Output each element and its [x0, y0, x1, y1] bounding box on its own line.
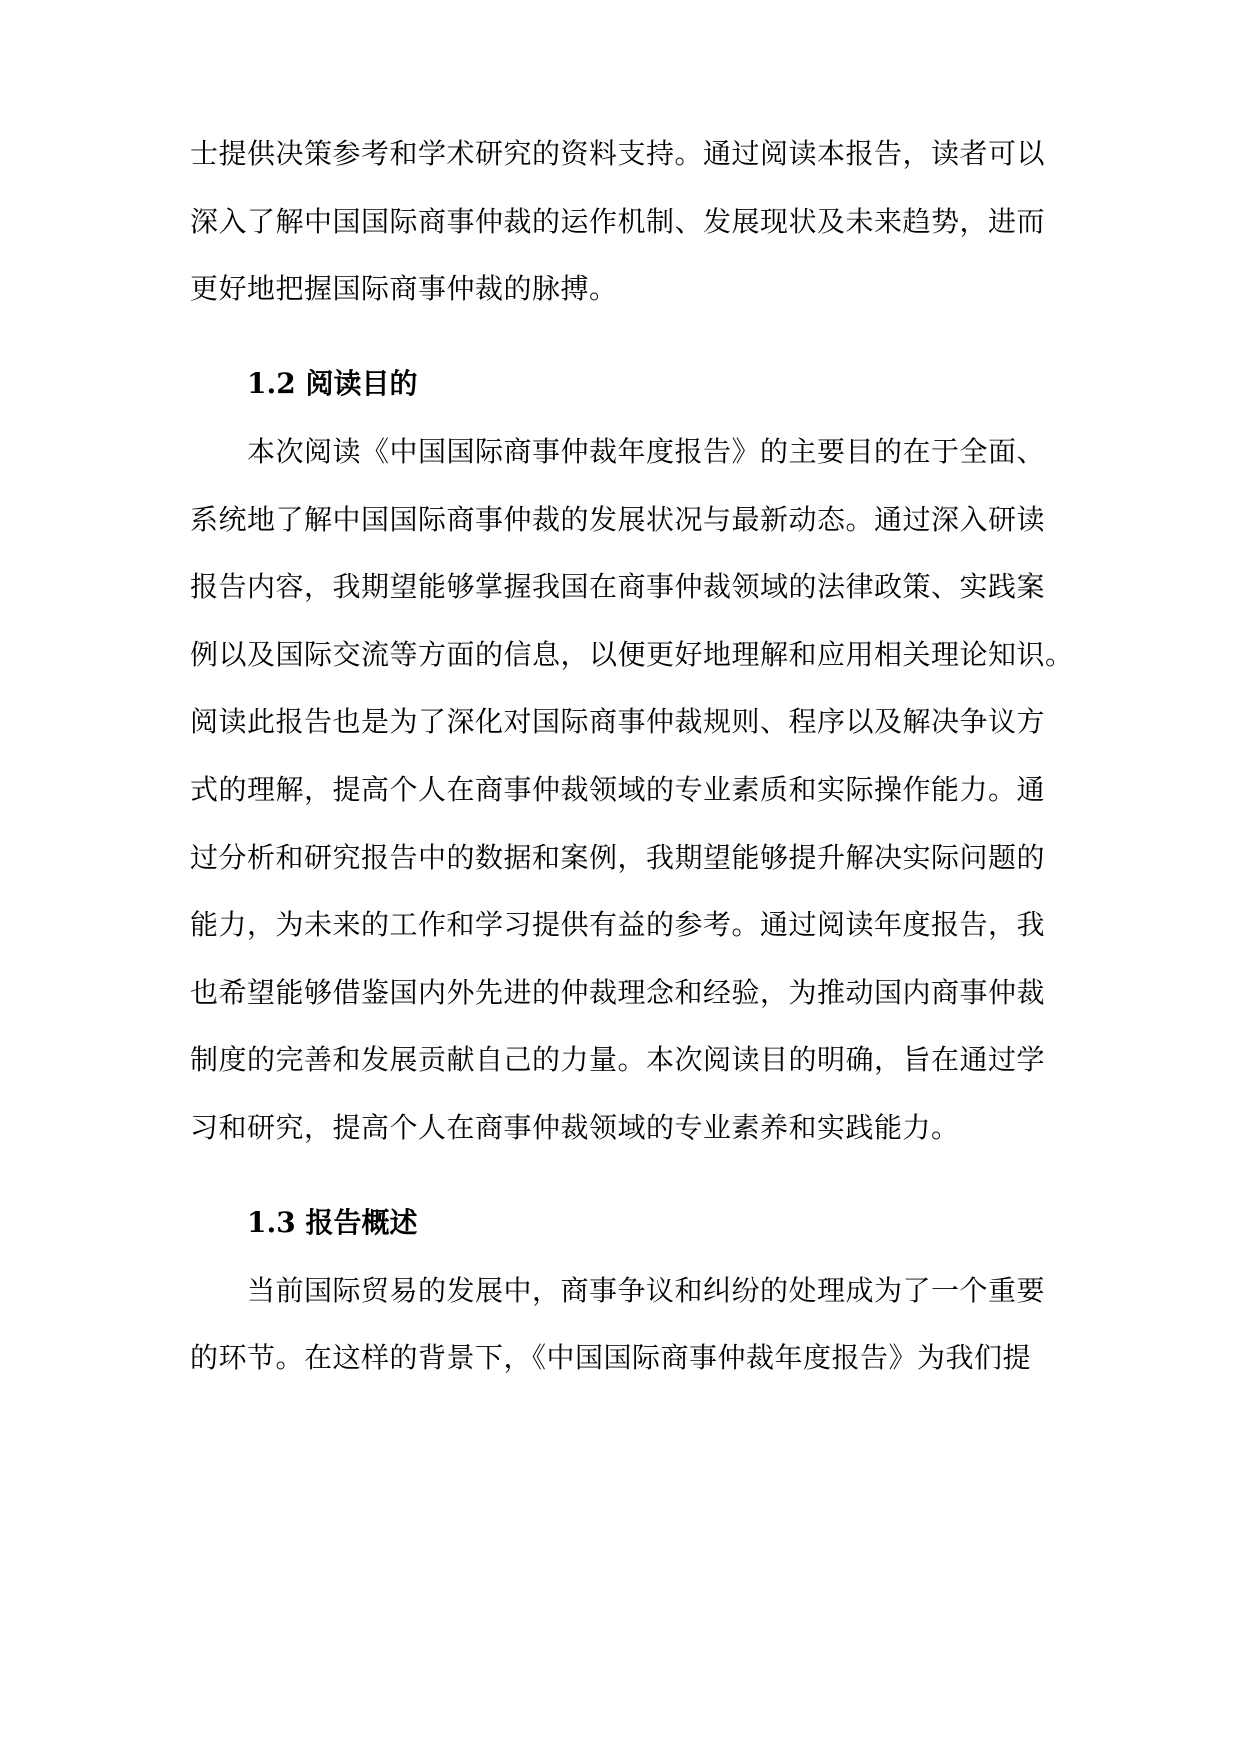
paragraph-line: 能力，为未来的工作和学习提供有益的参考。通过阅读年度报告，我 [190, 908, 1046, 941]
paragraph-line: 当前国际贸易的发展中，商事争议和纠纷的处理成为了一个重要 [247, 1274, 1046, 1307]
paragraph-line: 本次阅读《中国国际商事仲裁年度报告》的主要目的在于全面、 [247, 435, 1046, 468]
paragraph-line: 例以及国际交流等方面的信息，以便更好地理解和应用相关理论知识。 [190, 638, 1074, 671]
paragraph-line: 也希望能够借鉴国内外先进的仲裁理念和经验，为推动国内商事仲裁 [190, 976, 1046, 1009]
paragraph-line: 报告内容，我期望能够掌握我国在商事仲裁领域的法律政策、实践案 [190, 570, 1046, 603]
paragraph-line: 深入了解中国国际商事仲裁的运作机制、发展现状及未来趋势，进而 [190, 205, 1046, 238]
paragraph-line: 阅读此报告也是为了深化对国际商事仲裁规则、程序以及解决争议方 [190, 705, 1046, 738]
paragraph-line: 过分析和研究报告中的数据和案例，我期望能够提升解决实际问题的 [190, 841, 1046, 874]
section-heading-1-3: 1.3 报告概述 [247, 1206, 418, 1239]
paragraph-line: 系统地了解中国国际商事仲裁的发展状况与最新动态。通过深入研读 [190, 503, 1046, 536]
section-heading-1-2: 1.2 阅读目的 [247, 367, 418, 400]
paragraph-line: 的环节。在这样的背景下，《中国国际商事仲裁年度报告》为我们提 [190, 1341, 1032, 1374]
paragraph-line: 更好地把握国际商事仲裁的脉搏。 [190, 272, 618, 305]
paragraph-line: 习和研究，提高个人在商事仲裁领域的专业素养和实践能力。 [190, 1111, 960, 1144]
paragraph-line: 式的理解，提高个人在商事仲裁领域的专业素质和实际操作能力。通 [190, 773, 1046, 806]
paragraph-line: 士提供决策参考和学术研究的资料支持。通过阅读本报告，读者可以 [190, 137, 1046, 170]
paragraph-line: 制度的完善和发展贡献自己的力量。本次阅读目的明确，旨在通过学 [190, 1043, 1046, 1076]
